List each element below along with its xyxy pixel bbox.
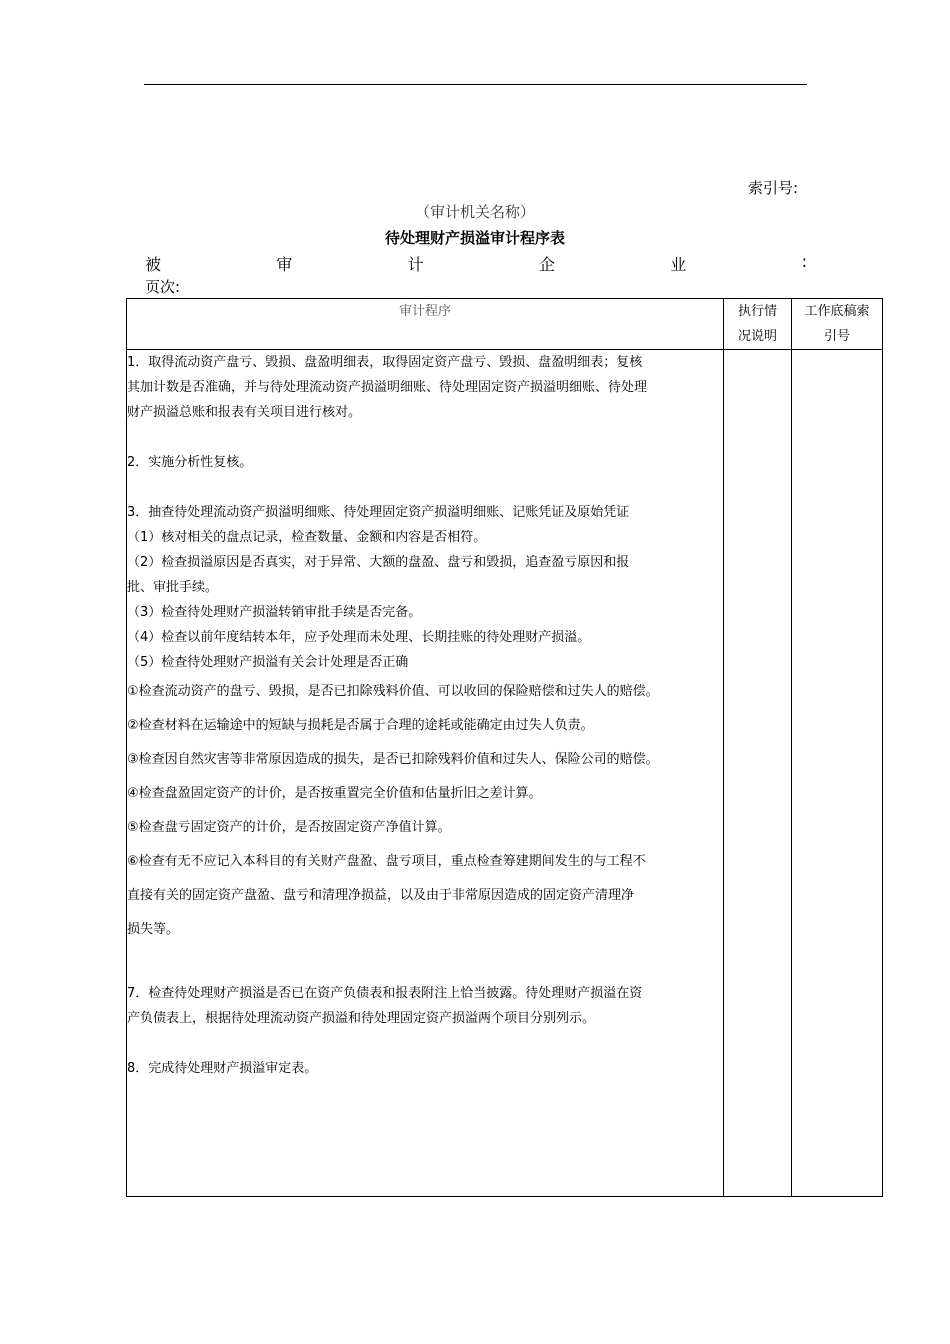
- step-3-5-line: （5）检查待处理财产损溢有关会计处理是否正确: [127, 655, 409, 670]
- audited-char: 审: [276, 255, 293, 274]
- step-3-3-line: （3）检查待处理财产损溢转销审批手续是否完备。: [127, 605, 422, 620]
- check-item-6: 损失等。: [127, 922, 180, 937]
- table-header-row: [127, 299, 883, 350]
- spacer: [127, 425, 723, 450]
- audited-enterprise-row: [145, 252, 807, 274]
- spacer: [127, 475, 723, 500]
- step-1-line: 1．取得流动资产盘亏、毁损、盘盈明细表，取得固定资产盘亏、毁损、盘盈明细表；复核: [127, 355, 643, 370]
- audit-org-name: （审计机关名称）: [414, 203, 535, 221]
- check-item-3: ③检查因自然灾害等非常原因造成的损失，是否已扣除残料价值和过失人、保险公司的赔偿。: [127, 752, 659, 767]
- audited-char: 业: [670, 255, 687, 274]
- procedure-steps-cell: [127, 350, 724, 1197]
- spacer: [127, 947, 723, 981]
- check-item-6: ⑥检查有无不应记入本科目的有关财产盘盈、盘亏项目，重点检查筹建期间发生的与工程不: [127, 854, 646, 869]
- status-notes-cell[interactable]: [724, 350, 792, 1197]
- workpaper-ref-cell[interactable]: [792, 350, 883, 1197]
- document-title: 待处理财产损溢审计程序表: [384, 229, 565, 247]
- audit-procedure-table: [126, 298, 883, 1197]
- step-7-line: 7．检查待处理财产损溢是否已在资产负债表和报表附注上恰当披露。待处理财产损溢在资: [127, 986, 643, 1001]
- step-1-line: 其加计数是否准确，并与待处理流动资产损溢明细账、待处理固定资产损溢明细账、待处理: [127, 380, 648, 395]
- step-3-4-line: （4）检查以前年度结转本年，应予处理而未处理、长期挂账的待处理财产损溢。: [127, 630, 591, 645]
- check-item-2: ②检查材料在运输途中的短缺与损耗是否属于合理的途耗或能确定由过失人负责。: [127, 718, 594, 733]
- check-item-5: ⑤检查盘亏固定资产的计价，是否按固定资产净值计算。: [127, 820, 451, 835]
- header-rule: [144, 84, 807, 85]
- check-item-1: ①检查流动资产的盘亏、毁损，是否已扣除残料价值、可以收回的保险赔偿和过失人的赔偿。: [127, 684, 659, 699]
- step-3-2-line: 批、审批手续。: [127, 580, 219, 595]
- audited-colon: :: [801, 252, 807, 271]
- step-2-line: 2．实施分析性复核。: [127, 455, 253, 470]
- audited-char: 被: [145, 255, 162, 274]
- index-number-label: 索引号:: [748, 179, 799, 197]
- spacer: [127, 1031, 723, 1056]
- step-7-line: 产负债表上，根据待处理流动资产损溢和待处理固定资产损溢两个项目分别列示。: [127, 1011, 596, 1026]
- step-8-line: 8．完成待处理财产损溢审定表。: [127, 1061, 318, 1076]
- step-3-1-line: （1）核对相关的盘点记录，检查数量、金额和内容是否相符。: [127, 530, 487, 545]
- step-3-2-line: （2）检查损溢原因是否真实，对于异常、大额的盘盈、盘亏和毁损，追查盈亏原因和报: [127, 555, 630, 570]
- step-1-line: 财产损溢总账和报表有关项目进行核对。: [127, 405, 362, 420]
- check-item-4: ④检查盘盈固定资产的计价，是否按重置完全价值和估量折旧之差计算。: [127, 786, 542, 801]
- procedure-column-header: 审计程序: [127, 299, 724, 350]
- page-number-label: 页次:: [145, 278, 181, 296]
- audited-char: 企: [538, 255, 555, 274]
- procedure-body-row: [127, 350, 883, 1197]
- check-item-6: 直接有关的固定资产盘盈、盘亏和清理净损益，以及由于非常原因造成的固定资产清理净: [127, 888, 635, 903]
- audited-char: 计: [407, 255, 424, 274]
- status-column-header: 执行情 况说明: [724, 299, 792, 350]
- step-3-line: 3．抽查待处理流动资产损溢明细账、待处理固定资产损溢明细账、记账凭证及原始凭证: [127, 505, 630, 520]
- ref-column-header: 工作底稿索 引号: [792, 299, 883, 350]
